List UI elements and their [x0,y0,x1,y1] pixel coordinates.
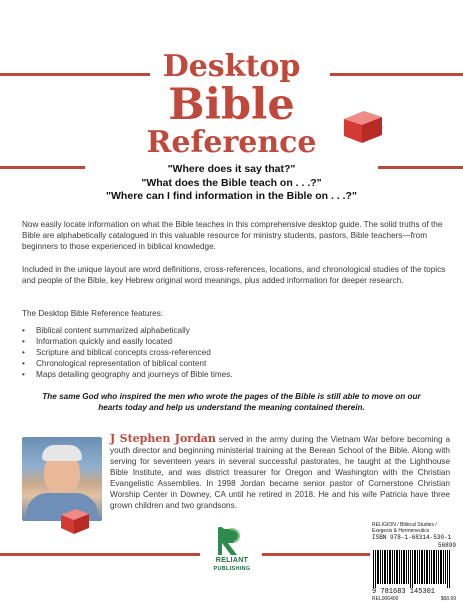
barcode-number: 9 781683 145301 [372,588,436,596]
question-1: "Where does it say that?" [167,163,296,175]
feature-item: • Scripture and biblical concepts cross-referenced [22,347,442,358]
title-line-3: Reference [146,125,317,160]
features-intro: The Desktop Bible Reference features: [22,309,164,318]
barcode-price-code: 56899 [437,542,456,549]
barcode-price: $68.99 [440,596,456,602]
publisher-name-1: RELIANT [215,557,249,564]
red-cube-top [340,105,386,147]
intro-paragraph: Now easily locate information on what the Bible teaches in this comprehensive desktop guide. The solid truths of the Bible are alphabetically catalogued in this valuable resource for ministry students, pastors, Bible teachers—from beginners to those experienced in biblical knowledge. [22,220,443,251]
author-name: J Stephen Jordan [110,432,216,445]
title-line-2: Bible [168,80,295,130]
feature-item: • Information quickly and easily located [22,336,442,347]
question-2: "What does the Bible teach on . . .?" [141,176,322,189]
question-3: "Where can I find information in the Bible on . . .?" [106,190,357,202]
feature-item: • Chronological representation of biblical content [22,358,442,369]
reliant-logo-icon [218,527,246,557]
barcode-code-left: REL006400 [372,596,399,602]
questions-block [0,163,463,204]
title-line-1: Desktop [162,49,301,84]
barcode-isbn: ISBN 978-1-68314-530-1 [372,534,452,541]
features-list [22,325,442,380]
bottom-rule-right [262,553,370,556]
feature-item: • Maps detailing geography and journeys of Bible times. [22,369,442,380]
barcode-category: RELIGION / Biblical Studies / Exegesis & Hermeneutics [372,522,437,534]
publisher-logo [205,527,259,573]
quote: The same God who inspired the men who wrote the pages of the Bible is still able to move on our hearts today and help us understand the meaning contained therein. [42,392,421,412]
layout-paragraph: Included in the unique layout are word definitions, cross-references, locations, and chronological studies of the topics and people of the Bible, key Hebrew original word meanings, plus added information for deeper research. [22,265,446,285]
feature-item: • Biblical content summarized alphabetically [22,325,442,336]
red-cube-bottom [58,505,92,537]
barcode-bars [372,550,456,588]
publisher-name-2: PUBLISHING [213,566,251,572]
barcode-block [372,522,456,602]
author-bio-text: served in the army during the Vietnam War before becoming a youth director and beginning ministerial training at the Berean School of the Bible. Along with serving for seventeen years in several successful pastorates, he taught at the Lighthouse Bible Institute, and was district treasurer for Oregon and Washington with the Christian Evangelistic Assemblies. In 1998 Jordan became senior pastor of Cornerstone Christian Worship Center in Downey, CA until he retired in 2018. He and his wife Patricia have three grown children and two grandsons. [110,435,450,510]
bottom-rule-left [0,553,200,556]
author-bio [110,433,450,511]
